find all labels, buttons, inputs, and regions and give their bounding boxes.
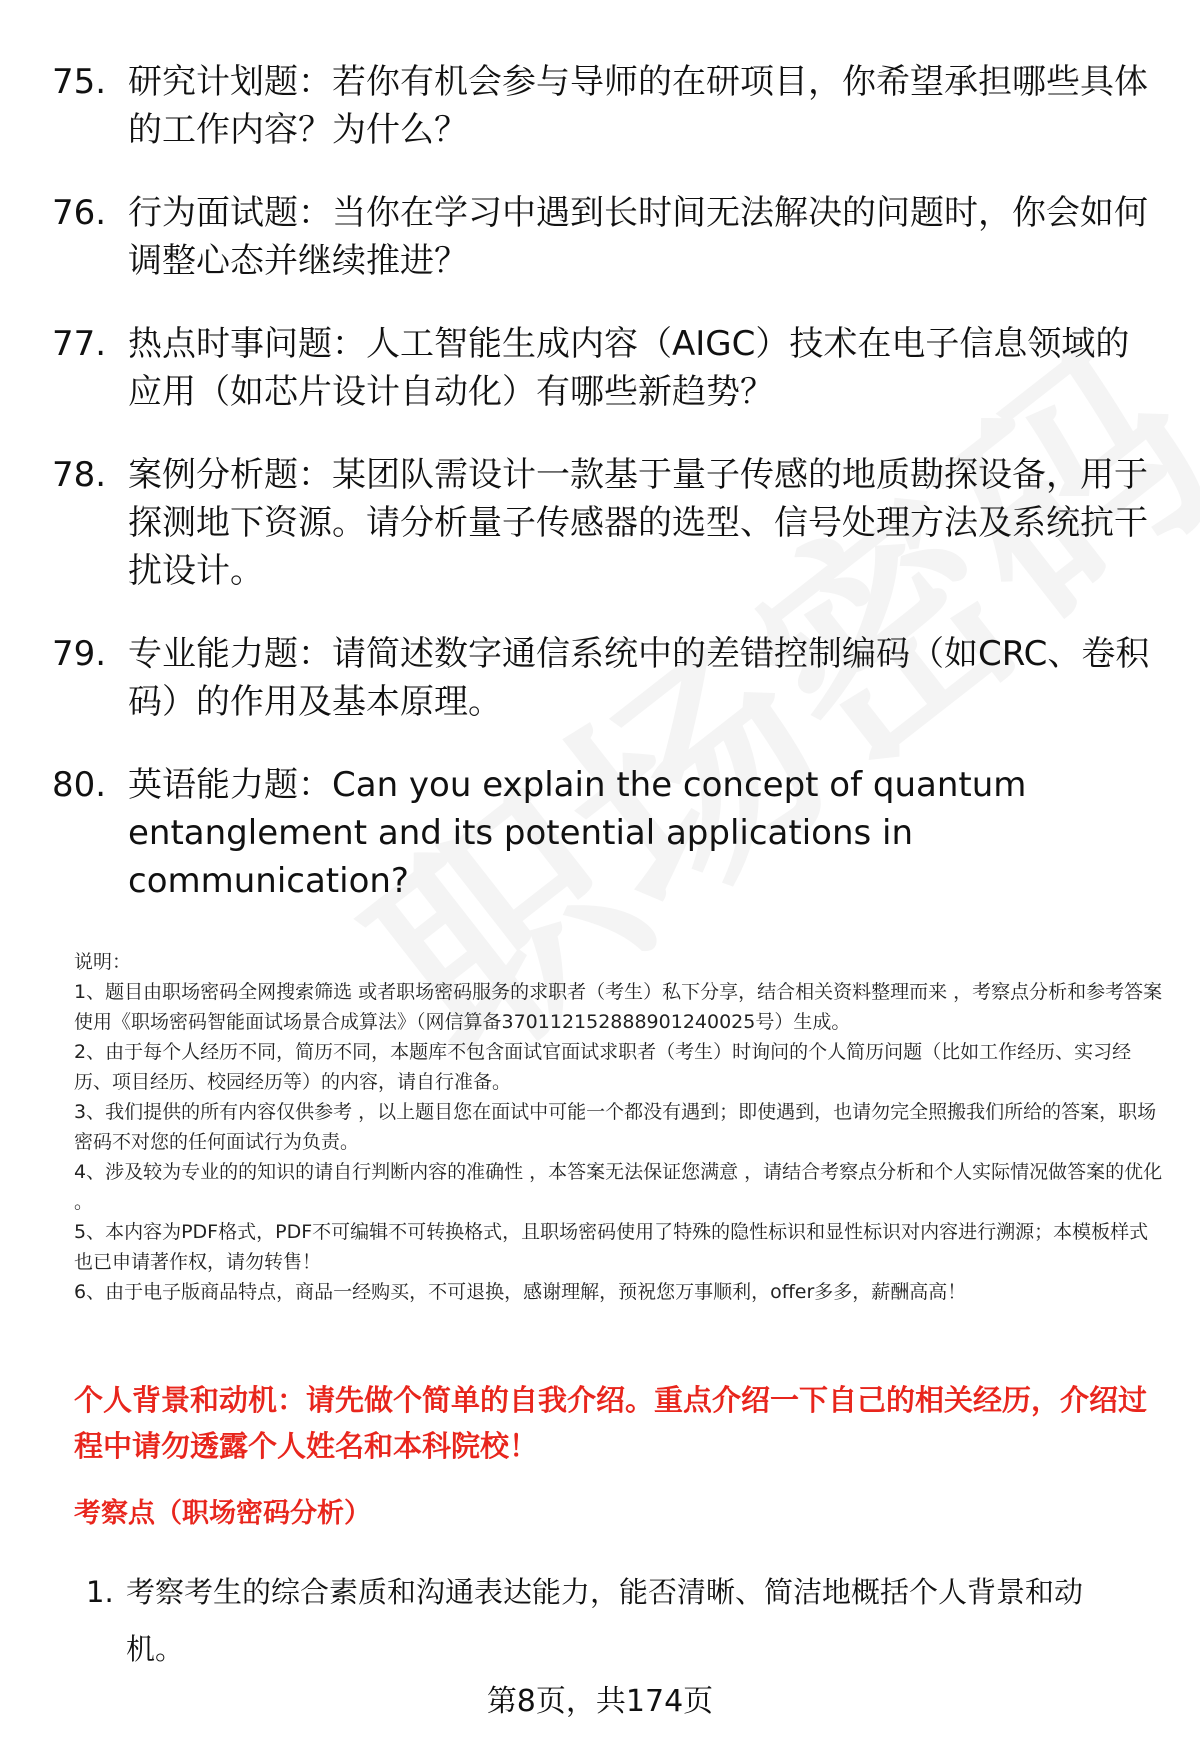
question-item	[52, 761, 1162, 905]
question-item	[52, 58, 1162, 154]
note-item: 5、本内容为PDF格式，PDF不可编辑不可转换格式，且职场密码使用了特殊的隐性标识和显性标识对内容进行溯源；本模板样式也已申请著作权，请勿转售！	[74, 1221, 1149, 1273]
question-number: 78.	[52, 455, 107, 495]
analysis-title: 考察点（职场密码分析）	[74, 1498, 371, 1529]
question-number: 77.	[52, 324, 107, 364]
question-text: 专业能力题：请简述数字通信系统中的差错控制编码（如CRC、卷积码）的作用及基本原理。	[128, 634, 1150, 722]
question-text: 英语能力题：Can you explain the concept of quantum entanglement and its potential applications in communication?	[128, 765, 1027, 901]
note-item: 3、我们提供的所有内容仅供参考 ，以上题目您在面试中可能一个都没有遇到；即使遇到，也请勿完全照搬我们所给的答案，职场密码不对您的任何面试行为负责。	[74, 1101, 1157, 1153]
notes-heading: 说明：	[74, 951, 132, 973]
question-item	[52, 630, 1162, 726]
note-item: 2、由于每个人经历不同，简历不同，本题库不包含面试官面试求职者（考生）时询问的个人简历问题（比如工作经历、实习经历、项目经历、校园经历等）的内容，请自行准备。	[74, 1041, 1132, 1093]
notes-section	[74, 947, 1164, 1307]
question-text: 热点时事问题：人工智能生成内容（AIGC）技术在电子信息领域的应用（如芯片设计自动化）有哪些新趋势？	[128, 324, 1130, 412]
note-item: 6、由于电子版商品特点，商品一经购买，不可退换，感谢理解，预祝您万事顺利，offer多多，薪酬高高！	[74, 1281, 967, 1303]
question-text: 研究计划题：若你有机会参与导师的在研项目，你希望承担哪些具体的工作内容？为什么？	[128, 62, 1148, 150]
note-item: 4、涉及较为专业的的知识的请自行判断内容的准确性 ，本答案无法保证您满意 ，请结合考察点分析和个人实际情况做答案的优化 。	[74, 1161, 1163, 1213]
question-item	[52, 451, 1162, 595]
question-list	[52, 58, 1162, 940]
question-text: 案例分析题：某团队需设计一款基于量子传感的地质勘探设备，用于探测地下资源。请分析量子传感器的选型、信号处理方法及系统抗干扰设计。	[128, 455, 1148, 591]
analysis-number: 1.	[86, 1575, 114, 1609]
question-number: 75.	[52, 62, 107, 102]
question-number: 79.	[52, 634, 107, 674]
question-number: 76.	[52, 193, 107, 233]
highlight-question: 个人背景和动机：请先做个简单的自我介绍。重点介绍一下自己的相关经历，介绍过程中请勿透露个人姓名和本科院校！	[74, 1383, 1148, 1463]
analysis-item	[86, 1564, 1136, 1678]
page-number: 第8页，共174页	[486, 1684, 714, 1719]
question-item	[52, 320, 1162, 416]
question-text: 行为面试题：当你在学习中遇到长时间无法解决的问题时，你会如何调整心态并继续推进？	[128, 193, 1148, 281]
question-item	[52, 189, 1162, 285]
note-item: 1、题目由职场密码全网搜索筛选 或者职场密码服务的求职者（考生）私下分享，结合相关资料整理而来 ，考察点分析和参考答案使用《职场密码智能面试场景合成算法》（网信算备370112152888901240025号）生成。	[74, 981, 1163, 1033]
analysis-text: 考察考生的综合素质和沟通表达能力，能否清晰、简洁地概括个人背景和动机。	[126, 1575, 1084, 1666]
question-number: 80.	[52, 765, 107, 805]
